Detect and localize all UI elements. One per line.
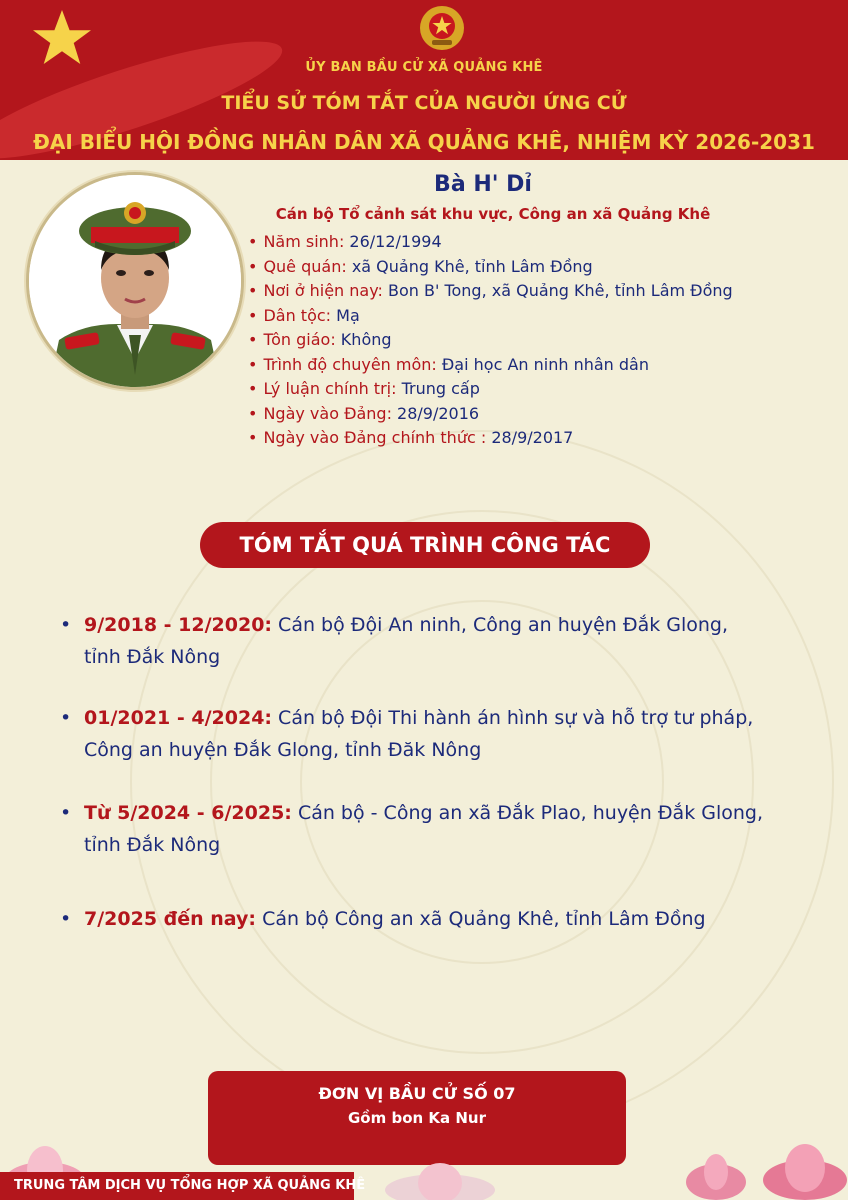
info-label: Trình độ chuyên môn:	[263, 354, 437, 374]
career-description: Cán bộ Công an xã Quảng Khê, tỉnh Lâm Đồng	[256, 908, 706, 930]
info-label: Quê quán:	[263, 256, 347, 276]
info-party-join-date	[248, 404, 733, 429]
bullet-icon: •	[60, 614, 72, 636]
electoral-unit-box	[208, 1071, 626, 1165]
lotus-flower-icon	[750, 1140, 848, 1200]
info-label: Tôn giáo:	[263, 330, 336, 349]
footer-organization: TRUNG TÂM DỊCH VỤ TỔNG HỢP XÃ QUẢNG KHÊ	[0, 1172, 354, 1200]
career-period: 01/2021 - 4/2024:	[84, 707, 273, 729]
candidate-name: Bà H' Dỉ	[434, 172, 532, 197]
lotus-bud-icon	[676, 1150, 756, 1200]
career-entry	[60, 609, 800, 673]
bullet-icon: •	[248, 403, 258, 423]
lotus-flower-icon	[380, 1155, 500, 1200]
info-value: 26/12/1994	[344, 232, 442, 251]
career-period: Từ 5/2024 - 6/2025:	[84, 802, 292, 824]
bullet-icon: •	[248, 232, 258, 251]
info-label: Năm sinh:	[263, 232, 345, 251]
bullet-icon: •	[248, 428, 258, 447]
career-description-cont: tỉnh Đắk Nông	[84, 646, 221, 668]
career-section-title: TÓM TẮT QUÁ TRÌNH CÔNG TÁC	[200, 522, 650, 568]
career-entry	[60, 702, 800, 766]
info-label: Lý luận chính trị:	[263, 379, 397, 398]
info-label: Ngày vào Đảng:	[263, 403, 392, 423]
info-education	[248, 355, 733, 380]
career-description: Cán bộ - Công an xã Đắk Plao, huyện Đắk Glong,	[291, 802, 764, 824]
career-entry	[60, 903, 800, 935]
header-banner	[0, 0, 848, 160]
career-description-cont: Công an huyện Đắk Glong, tỉnh Đăk Nông	[84, 739, 482, 761]
candidate-position: Cán bộ Tổ cảnh sát khu vực, Công an xã Quảng Khê	[275, 205, 711, 223]
bullet-icon: •	[248, 281, 258, 300]
career-description: Cán bộ Đội Thi hành án hình sự và hỗ trợ tư pháp,	[272, 707, 754, 729]
info-religion	[248, 330, 733, 355]
career-period: 7/2025 đến nay:	[84, 908, 257, 930]
info-political-theory	[248, 379, 733, 404]
info-residence	[248, 281, 733, 306]
career-period: 9/2018 - 12/2020:	[84, 614, 273, 636]
bullet-icon: •	[248, 379, 258, 398]
electoral-unit-title: ĐƠN VỊ BẦU CỬ SỐ 07	[318, 1084, 516, 1103]
info-value: xã Quảng Khê, tỉnh Lâm Đồng	[346, 256, 593, 276]
info-value: 28/9/2017	[486, 428, 574, 447]
personal-info-list	[248, 232, 733, 453]
info-birth-year	[248, 232, 733, 257]
info-value: Không	[335, 330, 392, 349]
career-description: Cán bộ Đội An ninh, Công an huyện Đắk Glong,	[272, 614, 729, 636]
info-value: 28/9/2016	[391, 403, 480, 423]
bullet-icon: •	[60, 707, 72, 729]
bullet-icon: •	[248, 330, 258, 349]
bullet-icon: •	[60, 908, 72, 930]
info-value: Đại học An ninh nhân dân	[436, 354, 649, 374]
info-label: Dân tộc:	[263, 305, 332, 325]
info-label: Nơi ở hiện nay:	[263, 281, 383, 300]
info-ethnicity	[248, 306, 733, 331]
document-subtitle: ĐẠI BIỂU HỘI ĐỒNG NHÂN DÂN XÃ QUẢNG KHÊ, NHIỆM KỲ 2026-2031	[33, 130, 815, 154]
info-label: Ngày vào Đảng chính thức :	[263, 428, 487, 447]
career-item	[60, 702, 800, 766]
bullet-icon: •	[248, 256, 258, 276]
national-emblem-icon	[418, 4, 466, 52]
info-party-official-date	[248, 428, 733, 453]
career-item	[60, 903, 800, 935]
career-item	[60, 797, 800, 861]
bullet-icon: •	[60, 802, 72, 824]
info-value: Mạ	[331, 305, 360, 325]
election-committee: ỦY BAN BẦU CỬ XÃ QUẢNG KHÊ	[305, 60, 543, 75]
info-value: Trung cấp	[396, 379, 480, 398]
bullet-icon: •	[248, 305, 258, 325]
document-title: TIỂU SỬ TÓM TẮT CỦA NGƯỜI ỨNG CỬ	[221, 92, 627, 114]
info-value: Bon B' Tong, xã Quảng Khê, tỉnh Lâm Đồng	[382, 281, 733, 300]
career-item	[60, 609, 800, 673]
candidate-portrait	[26, 172, 244, 390]
bullet-icon: •	[248, 354, 258, 374]
career-entry	[60, 797, 800, 861]
info-hometown	[248, 257, 733, 282]
career-description-cont: tỉnh Đắk Nông	[84, 834, 221, 856]
portrait-image	[29, 175, 241, 387]
electoral-unit-area: Gồm bon Ka Nur	[347, 1109, 486, 1127]
